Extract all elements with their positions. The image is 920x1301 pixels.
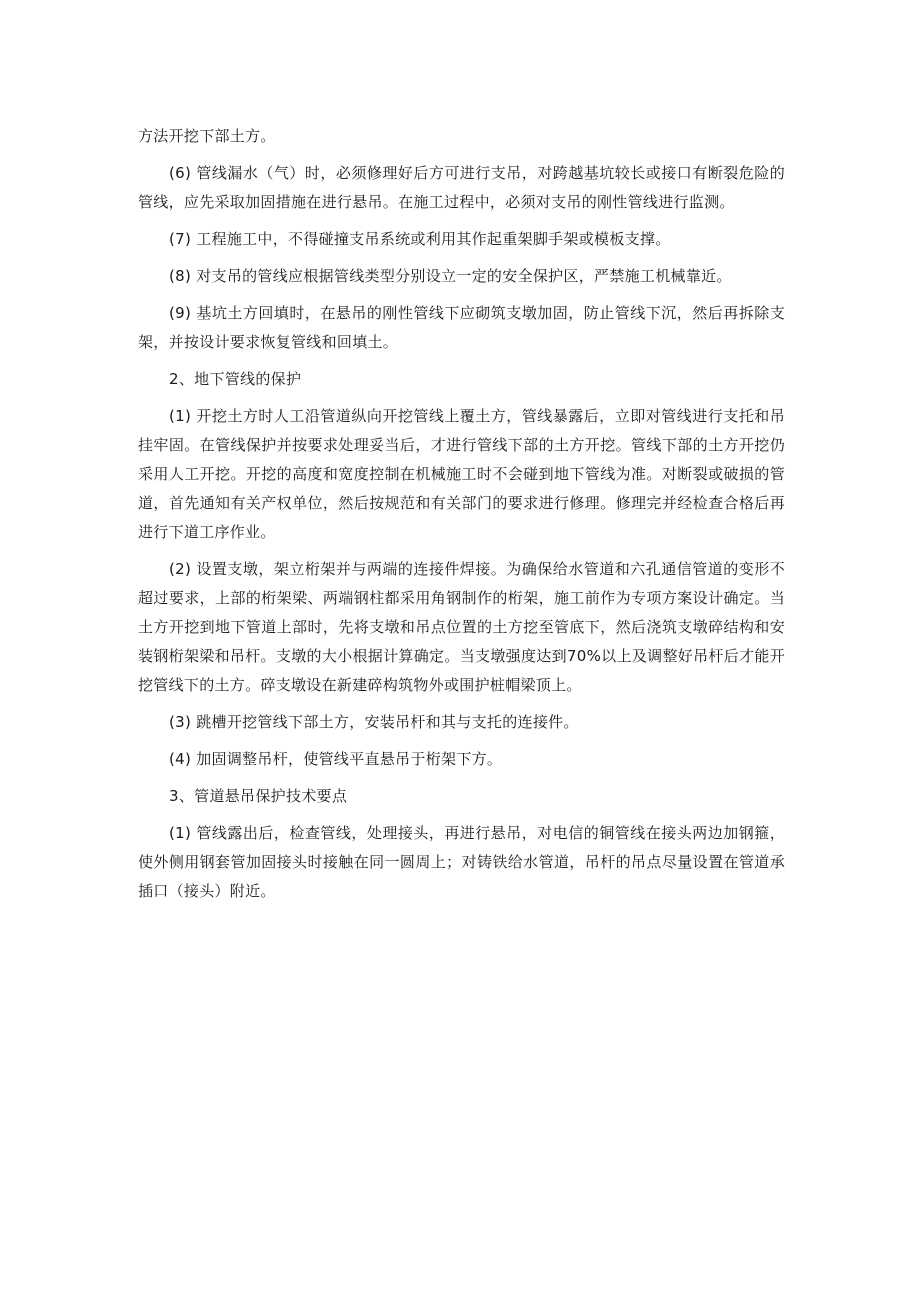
paragraph-item-8: (8) 对支吊的管线应根据管线类型分别设立一定的安全保护区，严禁施工机械靠近。	[169, 267, 732, 285]
paragraph-section2-item-2: (2) 设置支墩，架立桁架并与两端的连接件焊接。为确保给水管道和六孔通信管道的变形不超过要求，上部的桁架梁、两端钢柱都采用角钢制作的桁架，施工前作为专项方案设计确定。当土方开挖到地下管道上部时，先将支墩和吊点位置的土方挖至管底下，然后浇筑支墩碎结构和安装钢桁架梁和吊杆。支墩的大小根据计算确定。当支墩强度达到70%以上及调整好吊杆后才能开挖管线下的土方。碎支墩设在新建碎构筑物外或围护桩帽梁顶上。	[138, 560, 785, 694]
paragraph-section3-item-1: (1) 管线露出后，检查管线，处理接头，再进行悬吊，对电信的铜管线在接头两边加钢箍，使外侧用钢套管加固接头时接触在同一圆周上；对铸铁给水管道，吊杆的吊点尽量设置在管道承插口（接头）附近。	[138, 824, 785, 900]
paragraph-item-7: (7) 工程施工中，不得碰撞支吊系统或利用其作起重架脚手架或模板支撑。	[169, 230, 671, 248]
document-body	[138, 122, 785, 914]
paragraph-section2-item-1: (1) 开挖土方时人工沿管道纵向开挖管线上覆土方，管线暴露后，立即对管线进行支托和吊挂牢固。在管线保护并按要求处理妥当后，才进行管线下部的土方开挖。管线下部的土方开挖仍采用人工开挖。开挖的高度和宽度控制在机械施工时不会碰到地下管线为准。对断裂或破损的管道，首先通知有关产权单位，然后按规范和有关部门的要求进行修理。修理完并经检查合格后再进行下道工序作业。	[138, 407, 785, 541]
paragraph-section2-item-3: (3) 跳槽开挖管线下部土方，安装吊杆和其与支托的连接件。	[169, 713, 579, 731]
paragraph-section2-item-4: (4) 加固调整吊杆，使管线平直悬吊于桁架下方。	[169, 750, 503, 768]
paragraph-item-6: (6) 管线漏水（气）时，必须修理好后方可进行支吊，对跨越基坑较长或接口有断裂危险的管线，应先采取加固措施在进行悬吊。在施工过程中，必须对支吊的刚性管线进行监测。	[138, 164, 785, 211]
paragraph-continuation: 方法开挖下部土方。	[138, 127, 276, 145]
section-heading-3: 3、管道悬吊保护技术要点	[169, 787, 348, 805]
section-heading-2: 2、地下管线的保护	[169, 370, 302, 388]
paragraph-item-9: (9) 基坑土方回填时，在悬吊的刚性管线下应砌筑支墩加固，防止管线下沉，然后再拆除支架，并按设计要求恢复管线和回填土。	[138, 304, 785, 351]
